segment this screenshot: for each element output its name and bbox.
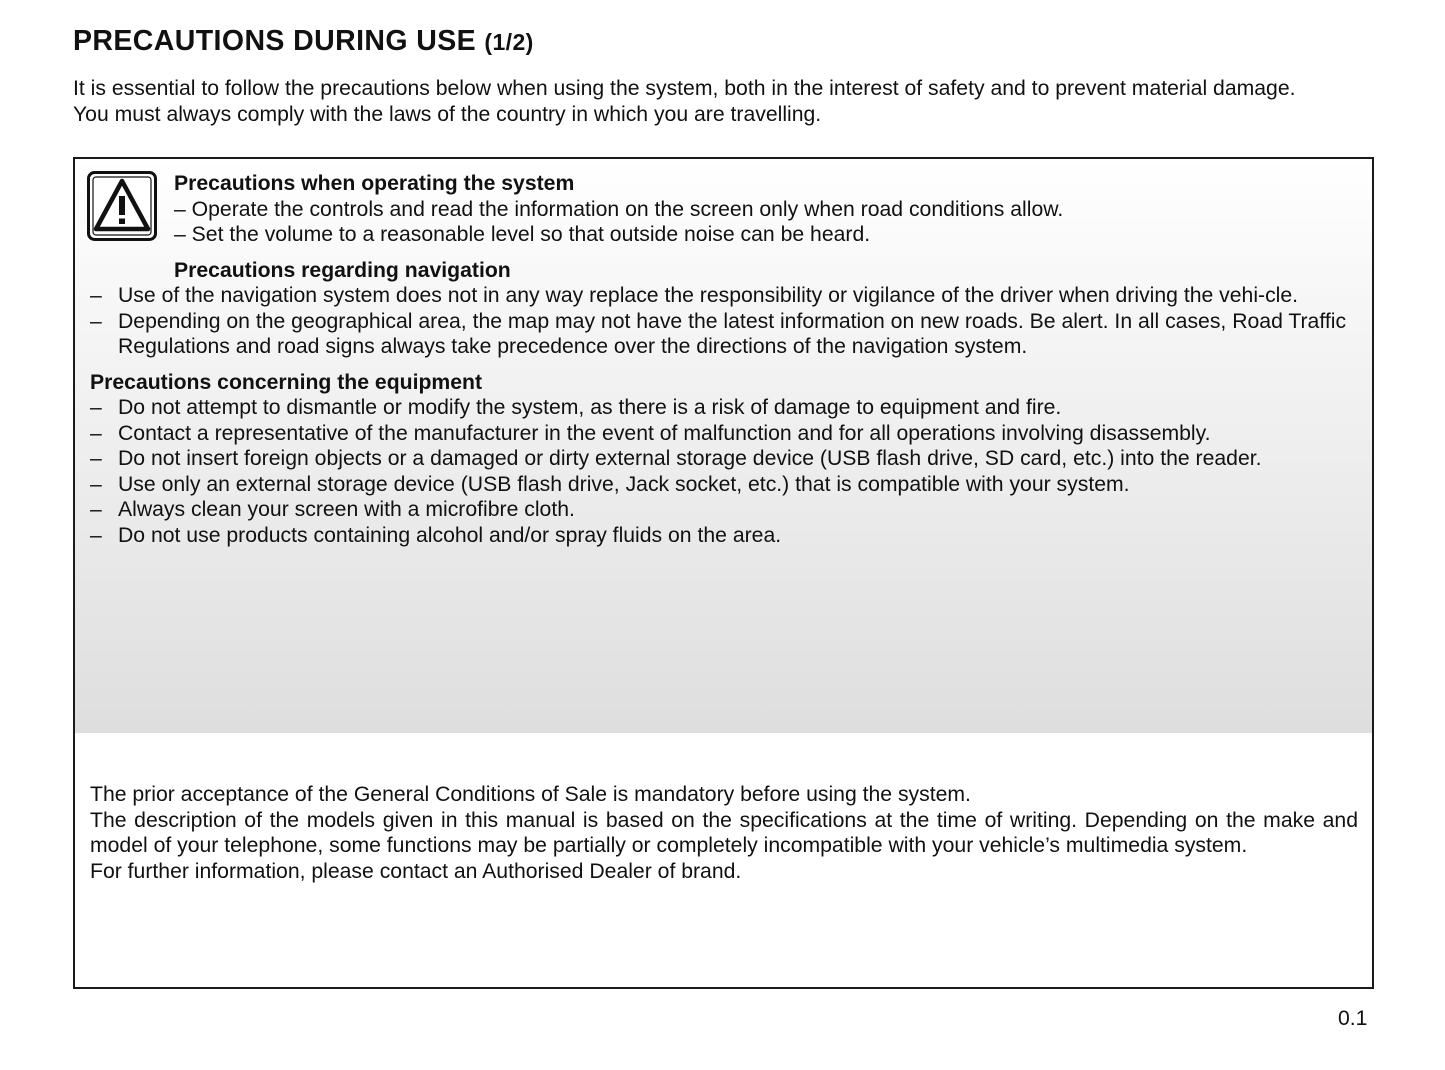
equipment-item bbox=[90, 446, 1358, 472]
intro-text bbox=[73, 76, 1393, 127]
dash-marker: – bbox=[90, 421, 102, 445]
equipment-item-text: Always clean your screen with a microfibre cloth. bbox=[118, 498, 575, 521]
navigation-item bbox=[90, 283, 1358, 309]
dash-marker: – bbox=[90, 523, 102, 547]
dash-marker: – bbox=[90, 284, 102, 307]
warning-box bbox=[73, 157, 1374, 736]
dash-marker: – bbox=[90, 472, 102, 496]
page-title bbox=[73, 22, 534, 61]
equipment-item bbox=[90, 497, 1358, 523]
dash-marker: – bbox=[90, 447, 102, 470]
info-paragraph: The prior acceptance of the General Conditions of Sale is mandatory before using the system. bbox=[90, 783, 971, 806]
equipment-heading: Precautions concerning the equipment bbox=[90, 370, 483, 394]
dash-marker: – bbox=[90, 396, 102, 419]
equipment-item-text: Do not insert foreign objects or a damaged or dirty external storage device (USB flash drive, SD card, etc.) into the reader. bbox=[118, 447, 1262, 470]
operating-heading: Precautions when operating the system bbox=[174, 172, 575, 195]
info-paragraph: The description of the models given in this manual is based on the specifications at the time of writing. Depending on the make and model of your telephone, some functions may be partially or completely incompatible with your vehicle’s multimedia system. bbox=[90, 808, 1358, 857]
operating-item: – Operate the controls and read the information on the screen only when road conditions allow. bbox=[174, 197, 1064, 221]
page-title-main: PRECAUTIONS DURING USE bbox=[73, 25, 485, 57]
equipment-item bbox=[90, 395, 1358, 421]
warning-text bbox=[90, 171, 1358, 548]
info-text bbox=[90, 782, 1358, 884]
intro-line-1: It is essential to follow the precautions below when using the system, both in the interest of safety and to prevent material damage. bbox=[73, 77, 1296, 100]
equipment-item-text: Use only an external storage device (USB flash drive, Jack socket, etc.) that is compatible with your system. bbox=[118, 472, 1130, 496]
navigation-heading: Precautions regarding navigation bbox=[174, 258, 511, 282]
equipment-item bbox=[90, 421, 1358, 447]
dash-marker: – bbox=[90, 309, 102, 333]
dash-marker: – bbox=[90, 498, 102, 521]
operating-item: – Set the volume to a reasonable level so that outside noise can be heard. bbox=[174, 223, 871, 246]
equipment-item bbox=[90, 472, 1358, 498]
equipment-item-text: Contact a representative of the manufacturer in the event of malfunction and for all operations involving disassembly. bbox=[118, 421, 1211, 445]
page-number: 0.1 bbox=[1338, 1007, 1368, 1030]
info-box bbox=[73, 733, 1374, 989]
navigation-item bbox=[90, 309, 1358, 360]
equipment-item-text: Do not attempt to dismantle or modify the system, as there is a risk of damage to equipment and fire. bbox=[118, 396, 1062, 419]
info-paragraph: For further information, please contact an Authorised Dealer of brand. bbox=[90, 859, 742, 883]
navigation-item-text: Depending on the geographical area, the map may not have the latest information on new roads. Be alert. In all cases, Road Traffic Regulations and road signs always take precedence over the directions of the navigation system. bbox=[118, 309, 1347, 358]
navigation-item-text: Use of the navigation system does not in any way replace the responsibility or vigilance of the driver when driving the vehi-cle. bbox=[118, 284, 1299, 307]
equipment-item bbox=[90, 523, 1358, 549]
intro-line-2: You must always comply with the laws of the country in which you are travelling. bbox=[73, 102, 822, 126]
page-title-part: (1/2) bbox=[484, 29, 534, 55]
equipment-item-text: Do not use products containing alcohol and/or spray fluids on the area. bbox=[118, 523, 782, 547]
